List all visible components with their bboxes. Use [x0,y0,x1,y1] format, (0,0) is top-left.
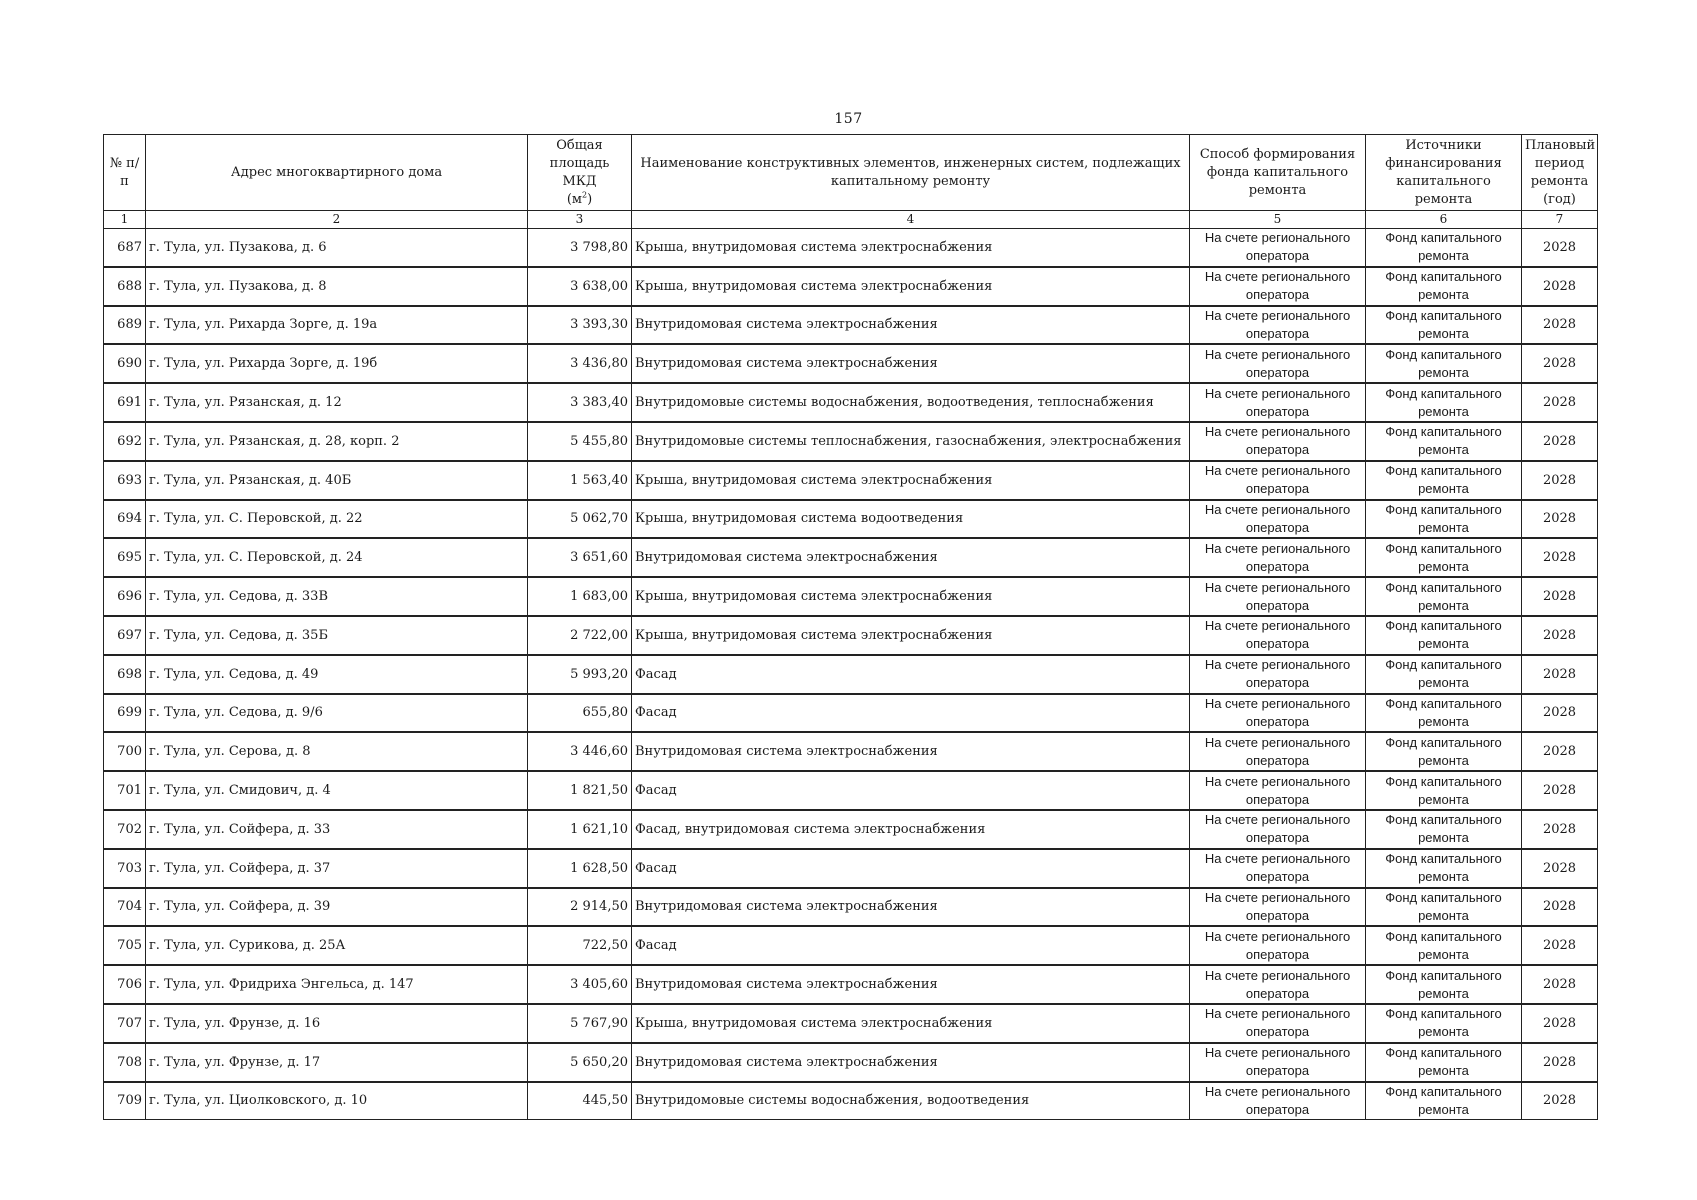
row-number: 699 [104,694,146,733]
row-period: 2028 [1522,655,1598,694]
row-source: Фонд капитального ремонта [1366,926,1522,965]
row-area: 2 914,50 [528,888,632,927]
row-period: 2028 [1522,926,1598,965]
row-period: 2028 [1522,616,1598,655]
row-method: На счете регионального оператора [1190,694,1366,733]
row-number: 698 [104,655,146,694]
row-area: 3 436,80 [528,344,632,383]
row-number: 707 [104,1004,146,1043]
row-period: 2028 [1522,1082,1598,1120]
table-row [104,888,1598,927]
row-elements: Внутридомовая система электроснабжения [632,888,1190,927]
row-number: 693 [104,461,146,500]
row-period: 2028 [1522,694,1598,733]
table-row [104,500,1598,539]
row-number: 706 [104,965,146,1004]
row-method: На счете регионального оператора [1190,1004,1366,1043]
row-number: 691 [104,383,146,422]
row-period: 2028 [1522,383,1598,422]
row-period: 2028 [1522,229,1598,267]
table-row [104,383,1598,422]
row-method: На счете регионального оператора [1190,500,1366,539]
row-period: 2028 [1522,1043,1598,1082]
table-row [104,655,1598,694]
row-source: Фонд капитального ремонта [1366,422,1522,461]
header-area-unit: $(м^2)$ [566,190,593,207]
row-area: 2 722,00 [528,616,632,655]
row-area: 3 651,60 [528,538,632,577]
row-method: На счете регионального оператора [1190,771,1366,810]
row-area: 3 383,40 [528,383,632,422]
table-row [104,229,1598,267]
row-method: На счете регионального оператора [1190,926,1366,965]
header-row [104,135,1598,211]
row-method: На счете регионального оператора [1190,306,1366,345]
row-period: 2028 [1522,500,1598,539]
column-number: 7 [1522,211,1598,229]
column-number-row [104,211,1598,229]
row-source: Фонд капитального ремонта [1366,616,1522,655]
row-source: Фонд капитального ремонта [1366,344,1522,383]
row-number: 697 [104,616,146,655]
repair-registry-table [103,134,1598,1120]
row-address: г. Тула, ул. Рихарда Зорге, д. 19а [146,306,528,345]
row-address: г. Тула, ул. Сойфера, д. 37 [146,849,528,888]
row-method: На счете регионального оператора [1190,422,1366,461]
row-source: Фонд капитального ремонта [1366,229,1522,267]
row-elements: Фасад [632,771,1190,810]
row-area: 3 405,60 [528,965,632,1004]
column-number: 3 [528,211,632,229]
row-period: 2028 [1522,577,1598,616]
table-row [104,849,1598,888]
row-period: 2028 [1522,771,1598,810]
table-row [104,538,1598,577]
row-source: Фонд капитального ремонта [1366,1004,1522,1043]
row-elements: Внутридомовые системы водоснабжения, водоотведения, теплоснабжения [632,383,1190,422]
table-row [104,771,1598,810]
row-elements: Крыша, внутридомовая система электроснабжения [632,461,1190,500]
row-address: г. Тула, ул. Седова, д. 9/6 [146,694,528,733]
row-method: На счете регионального оператора [1190,965,1366,1004]
row-source: Фонд капитального ремонта [1366,267,1522,306]
row-address: г. Тула, ул. Рязанская, д. 40Б [146,461,528,500]
header-address: Адрес многоквартирного дома [146,135,528,211]
row-elements: Внутридомовая система электроснабжения [632,1043,1190,1082]
column-number: 2 [146,211,528,229]
page-number: 157 [834,111,863,127]
row-elements: Фасад, внутридомовая система электроснабжения [632,810,1190,849]
row-source: Фонд капитального ремонта [1366,383,1522,422]
row-number: 709 [104,1082,146,1120]
row-number: 692 [104,422,146,461]
row-number: 704 [104,888,146,927]
row-area: 1 628,50 [528,849,632,888]
row-source: Фонд капитального ремонта [1366,888,1522,927]
row-area: 655,80 [528,694,632,733]
column-number: 5 [1190,211,1366,229]
row-source: Фонд капитального ремонта [1366,810,1522,849]
header-area-label: Общая площадь МКД [549,137,610,189]
table-row [104,422,1598,461]
row-address: г. Тула, ул. С. Перовской, д. 22 [146,500,528,539]
row-elements: Внутридомовая система электроснабжения [632,965,1190,1004]
table-row [104,732,1598,771]
row-method: На счете регионального оператора [1190,383,1366,422]
row-source: Фонд капитального ремонта [1366,849,1522,888]
row-address: г. Тула, ул. Сойфера, д. 33 [146,810,528,849]
row-source: Фонд капитального ремонта [1366,655,1522,694]
row-period: 2028 [1522,888,1598,927]
row-area: 3 638,00 [528,267,632,306]
table-row [104,926,1598,965]
row-address: г. Тула, ул. Смидович, д. 4 [146,771,528,810]
header-period: Плановый период ремонта (год) [1522,135,1598,211]
row-method: На счете регионального оператора [1190,1043,1366,1082]
row-method: На счете регионального оператора [1190,461,1366,500]
row-area: 1 621,10 [528,810,632,849]
row-number: 689 [104,306,146,345]
row-elements: Внутридомовая система электроснабжения [632,538,1190,577]
column-number: 1 [104,211,146,229]
table-row [104,810,1598,849]
row-period: 2028 [1522,422,1598,461]
table-row [104,267,1598,306]
row-source: Фонд капитального ремонта [1366,694,1522,733]
row-elements: Фасад [632,926,1190,965]
row-area: 3 393,30 [528,306,632,345]
row-address: г. Тула, ул. Циолковского, д. 10 [146,1082,528,1120]
row-source: Фонд капитального ремонта [1366,771,1522,810]
row-elements: Фасад [632,694,1190,733]
column-number: 4 [632,211,1190,229]
row-area: 1 821,50 [528,771,632,810]
table-row [104,344,1598,383]
row-address: г. Тула, ул. Фридриха Энгельса, д. 147 [146,965,528,1004]
row-address: г. Тула, ул. Фрунзе, д. 17 [146,1043,528,1082]
row-area: 445,50 [528,1082,632,1120]
row-period: 2028 [1522,732,1598,771]
row-elements: Внутридомовые системы водоснабжения, водоотведения [632,1082,1190,1120]
row-number: 702 [104,810,146,849]
row-method: На счете регионального оператора [1190,732,1366,771]
row-area: 5 767,90 [528,1004,632,1043]
row-method: На счете регионального оператора [1190,577,1366,616]
row-address: г. Тула, ул. Серова, д. 8 [146,732,528,771]
header-source: Источники финансирования капитального ремонта [1366,135,1522,211]
row-number: 700 [104,732,146,771]
table-row [104,616,1598,655]
row-area: 3 446,60 [528,732,632,771]
row-number: 690 [104,344,146,383]
header-area [528,135,632,211]
row-source: Фонд капитального ремонта [1366,306,1522,345]
table-row [104,461,1598,500]
row-period: 2028 [1522,810,1598,849]
header-method: Способ формирования фонда капитального ремонта [1190,135,1366,211]
row-source: Фонд капитального ремонта [1366,461,1522,500]
row-area: 5 993,20 [528,655,632,694]
column-number: 6 [1366,211,1522,229]
row-area: 5 650,20 [528,1043,632,1082]
row-elements: Крыша, внутридомовая система электроснабжения [632,1004,1190,1043]
row-period: 2028 [1522,306,1598,345]
row-area: 3 798,80 [528,229,632,267]
row-method: На счете регионального оператора [1190,810,1366,849]
row-address: г. Тула, ул. Седова, д. 33В [146,577,528,616]
row-number: 705 [104,926,146,965]
table-header [104,135,1598,229]
row-elements: Внутридомовая система электроснабжения [632,732,1190,771]
row-method: На счете регионального оператора [1190,888,1366,927]
header-num: № п/п [104,135,146,211]
table-row [104,577,1598,616]
row-number: 694 [104,500,146,539]
row-elements: Внутридомовая система электроснабжения [632,344,1190,383]
row-elements: Крыша, внутридомовая система электроснабжения [632,267,1190,306]
row-number: 695 [104,538,146,577]
row-method: На счете регионального оператора [1190,267,1366,306]
row-source: Фонд капитального ремонта [1366,577,1522,616]
row-address: г. Тула, ул. Сойфера, д. 39 [146,888,528,927]
row-address: г. Тула, ул. С. Перовской, д. 24 [146,538,528,577]
row-method: На счете регионального оператора [1190,849,1366,888]
row-address: г. Тула, ул. Рязанская, д. 28, корп. 2 [146,422,528,461]
row-elements: Внутридомовые системы теплоснабжения, газоснабжения, электроснабжения [632,422,1190,461]
row-elements: Крыша, внутридомовая система электроснабжения [632,229,1190,267]
row-source: Фонд капитального ремонта [1366,538,1522,577]
row-method: На счете регионального оператора [1190,538,1366,577]
row-area: 1 563,40 [528,461,632,500]
row-method: На счете регионального оператора [1190,344,1366,383]
row-number: 696 [104,577,146,616]
row-area: 722,50 [528,926,632,965]
table-row [104,306,1598,345]
row-number: 687 [104,229,146,267]
row-elements: Крыша, внутридомовая система электроснабжения [632,616,1190,655]
row-period: 2028 [1522,538,1598,577]
row-number: 703 [104,849,146,888]
header-elements: Наименование конструктивных элементов, инженерных систем, подлежащих капитальному ремонту [632,135,1190,211]
row-period: 2028 [1522,965,1598,1004]
row-elements: Фасад [632,655,1190,694]
row-area: 1 683,00 [528,577,632,616]
row-period: 2028 [1522,267,1598,306]
row-method: На счете регионального оператора [1190,655,1366,694]
row-address: г. Тула, ул. Седова, д. 49 [146,655,528,694]
table-row [104,1004,1598,1043]
row-period: 2028 [1522,849,1598,888]
row-period: 2028 [1522,1004,1598,1043]
row-address: г. Тула, ул. Рихарда Зорге, д. 19б [146,344,528,383]
row-period: 2028 [1522,344,1598,383]
table-row [104,1043,1598,1082]
row-number: 701 [104,771,146,810]
row-elements: Крыша, внутридомовая система электроснабжения [632,577,1190,616]
table-row [104,965,1598,1004]
row-source: Фонд капитального ремонта [1366,965,1522,1004]
row-period: 2028 [1522,461,1598,500]
table-row [104,694,1598,733]
row-elements: Фасад [632,849,1190,888]
row-method: На счете регионального оператора [1190,1082,1366,1120]
row-source: Фонд капитального ремонта [1366,1043,1522,1082]
row-method: На счете регионального оператора [1190,616,1366,655]
row-address: г. Тула, ул. Рязанская, д. 12 [146,383,528,422]
row-address: г. Тула, ул. Пузакова, д. 8 [146,267,528,306]
row-address: г. Тула, ул. Сурикова, д. 25А [146,926,528,965]
row-source: Фонд капитального ремонта [1366,1082,1522,1120]
table-body [104,229,1598,1120]
row-source: Фонд капитального ремонта [1366,500,1522,539]
table-row [104,1082,1598,1120]
row-address: г. Тула, ул. Фрунзе, д. 16 [146,1004,528,1043]
row-address: г. Тула, ул. Седова, д. 35Б [146,616,528,655]
row-number: 708 [104,1043,146,1082]
row-area: 5 062,70 [528,500,632,539]
row-number: 688 [104,267,146,306]
row-source: Фонд капитального ремонта [1366,732,1522,771]
row-method: На счете регионального оператора [1190,229,1366,267]
row-address: г. Тула, ул. Пузакова, д. 6 [146,229,528,267]
row-elements: Внутридомовая система электроснабжения [632,306,1190,345]
row-elements: Крыша, внутридомовая система водоотведения [632,500,1190,539]
row-area: 5 455,80 [528,422,632,461]
